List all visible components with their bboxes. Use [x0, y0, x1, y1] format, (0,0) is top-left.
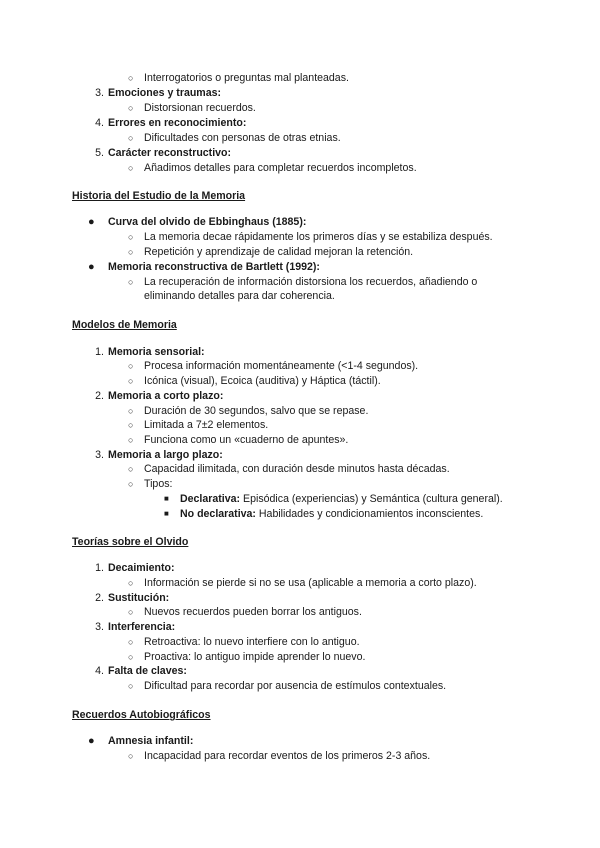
list-item: ○ Procesa información momentáneamente (<1-4 segundos). [128, 360, 419, 372]
list-item: ○ Nuevos recuerdos pueden borrar los antiguos. [128, 606, 362, 618]
circle-bullet-icon: ○ [128, 406, 134, 416]
circle-bullet-icon: ○ [128, 435, 134, 445]
list-item: ○ La recuperación de información distorsiona los recuerdos, añadiendo o [128, 276, 478, 288]
circle-bullet-icon: ○ [128, 376, 134, 386]
list-item: 3. Interferencia: [95, 621, 176, 633]
list-item: ○ Proactiva: lo antiguo impide aprender lo nuevo. [128, 651, 366, 663]
list-item: 3. Memoria a largo plazo: [95, 449, 223, 461]
list-item: ■ No declarativa: Habilidades y condicionamientos inconscientes. [164, 508, 484, 520]
circle-bullet-icon: ○ [128, 420, 134, 430]
square-bullet-icon: ■ [164, 494, 169, 503]
circle-bullet-icon: ○ [128, 479, 134, 489]
square-bullet-icon: ■ [164, 509, 169, 518]
circle-bullet-icon: ○ [128, 247, 134, 257]
list-item: ○ Dificultad para recordar por ausencia de estímulos contextuales. [128, 680, 447, 692]
circle-bullet-icon: ○ [128, 163, 134, 173]
circle-bullet-icon: ○ [128, 232, 134, 242]
list-item: 5. Carácter reconstructivo: [95, 147, 232, 159]
list-item: ○ Limitada a 7±2 elementos. [128, 419, 269, 431]
circle-bullet-icon: ○ [128, 73, 134, 83]
section-heading: Teorías sobre el Olvido [72, 536, 189, 548]
list-item: 1. Memoria sensorial: [95, 346, 205, 358]
list-item: 3. Emociones y traumas: [95, 87, 222, 99]
list-item: ○ Distorsionan recuerdos. [128, 102, 256, 114]
circle-bullet-icon: ○ [128, 103, 134, 113]
circle-bullet-icon: ○ [128, 637, 134, 647]
list-item: ○ La memoria decae rápidamente los primeros días y se estabiliza después. [128, 231, 493, 243]
circle-bullet-icon: ○ [128, 133, 134, 143]
circle-bullet-icon: ○ [128, 277, 134, 287]
section-heading: Historia del Estudio de la Memoria [72, 190, 246, 202]
list-item: ○ Duración de 30 segundos, salvo que se repase. [128, 405, 369, 417]
circle-bullet-icon: ○ [128, 652, 134, 662]
bullet-icon: ● [88, 216, 95, 228]
list-item: 2. Sustitución: [95, 592, 170, 604]
circle-bullet-icon: ○ [128, 681, 134, 691]
list-item: ○ Icónica (visual), Ecoica (auditiva) y Háptica (táctil). [128, 375, 381, 387]
list-item: ○ Dificultades con personas de otras etnias. [128, 132, 341, 144]
section-heading: Recuerdos Autobiográficos [72, 709, 211, 721]
circle-bullet-icon: ○ [128, 607, 134, 617]
list-item: ○ Añadimos detalles para completar recuerdos incompletos. [128, 162, 417, 174]
list-item: ● Memoria reconstructiva de Bartlett (1992): [88, 261, 320, 273]
list-item: ○ Incapacidad para recordar eventos de los primeros 2-3 años. [128, 750, 431, 762]
list-item: ○ Repetición y aprendizaje de calidad mejoran la retención. [128, 246, 414, 258]
bullet-icon: ● [88, 261, 95, 273]
list-item: 4. Falta de claves: [95, 665, 187, 677]
circle-bullet-icon: ○ [128, 464, 134, 474]
list-item: ○ Tipos: [128, 478, 173, 490]
section-heading: Modelos de Memoria [72, 319, 177, 331]
list-item: ● Amnesia infantil: [88, 735, 194, 747]
list-item: 1. Decaimiento: [95, 562, 175, 574]
list-item: ○ Información se pierde si no se usa (aplicable a memoria a corto plazo). [128, 577, 477, 589]
list-item: eliminando detalles para dar coherencia. [144, 290, 335, 302]
list-item: ■ Declarativa: Episódica (experiencias) y Semántica (cultura general). [164, 493, 503, 505]
list-item: ○ Funciona como un «cuaderno de apuntes». [128, 434, 349, 446]
list-item: ○ Interrogatorios o preguntas mal planteadas. [128, 72, 349, 84]
circle-bullet-icon: ○ [128, 751, 134, 761]
list-item: ○ Retroactiva: lo nuevo interfiere con lo antiguo. [128, 636, 360, 648]
list-item: 2. Memoria a corto plazo: [95, 390, 224, 402]
circle-bullet-icon: ○ [128, 361, 134, 371]
list-item: ○ Capacidad ilimitada, con duración desde minutos hasta décadas. [128, 463, 450, 475]
list-item: ● Curva del olvido de Ebbinghaus (1885): [88, 216, 307, 228]
circle-bullet-icon: ○ [128, 578, 134, 588]
list-item: 4. Errores en reconocimiento: [95, 117, 247, 129]
bullet-icon: ● [88, 735, 95, 747]
